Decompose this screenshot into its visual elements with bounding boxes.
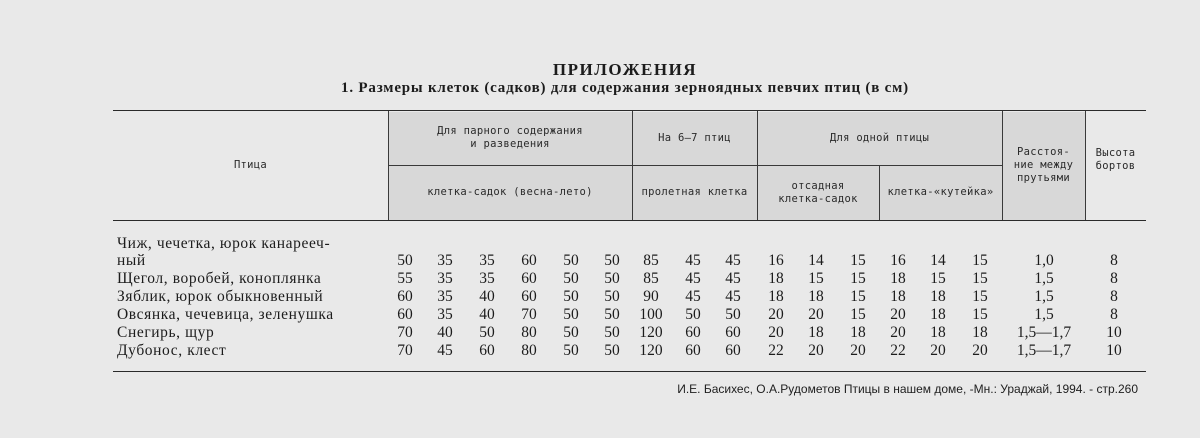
table-cell: 50 [563, 342, 579, 359]
table-cell: 50 [479, 324, 495, 341]
table-cell: 1,5 [1034, 270, 1054, 287]
table-cell: 20 [768, 306, 784, 323]
table-cell: 50 [725, 306, 741, 323]
table-cell: 50 [604, 288, 620, 305]
table-cell: 70 [397, 342, 413, 359]
table-cell: 18 [890, 270, 906, 287]
table-cell: 50 [563, 288, 579, 305]
table-cell: 50 [604, 324, 620, 341]
bird-name: Дубонос, клест [117, 342, 227, 359]
table-cell: 45 [725, 270, 741, 287]
table-cell: 85 [643, 270, 659, 287]
table-cell: 18 [768, 288, 784, 305]
table-cell: 50 [563, 324, 579, 341]
table-cell: 1,5—1,7 [1016, 324, 1072, 341]
table-cell: 18 [768, 270, 784, 287]
table-cell: 18 [808, 288, 824, 305]
table-cell: 80 [521, 342, 537, 359]
header-pair-keeping: Для парного содержания и разведения [437, 125, 583, 150]
header-bottom-rule [113, 220, 1146, 221]
bird-name: Зяблик, юрок обыкновенный [117, 288, 324, 305]
table-cell: 45 [685, 288, 701, 305]
table-cell: 60 [521, 288, 537, 305]
table-cell: 8 [1110, 252, 1118, 269]
table-cell: 10 [1106, 342, 1122, 359]
bird-name: ный [117, 252, 146, 269]
table-cell: 8 [1110, 288, 1118, 305]
header-side-height: Высота бортов [1095, 147, 1136, 172]
table-cell: 15 [972, 270, 988, 287]
table-cell: 45 [437, 342, 453, 359]
table-cell: 55 [397, 270, 413, 287]
table-cell: 20 [972, 342, 988, 359]
bird-name: Снегирь, щур [117, 324, 215, 341]
table-cell: 20 [808, 306, 824, 323]
table-cell: 70 [521, 306, 537, 323]
table-cell: 15 [972, 306, 988, 323]
page-title: ПРИЛОЖЕНИЯ [552, 60, 698, 79]
table-cell: 1,0 [1034, 252, 1054, 269]
table-cell: 15 [850, 270, 866, 287]
bird-name: Щегол, воробей, коноплянка [117, 270, 322, 287]
table-cell: 60 [479, 342, 495, 359]
table-cell: 50 [563, 306, 579, 323]
table-cell: 35 [437, 306, 453, 323]
table-cell: 45 [685, 270, 701, 287]
table-cell: 20 [930, 342, 946, 359]
table-cell: 60 [521, 252, 537, 269]
table-cell: 18 [930, 306, 946, 323]
table-cell: 100 [639, 306, 663, 323]
table-cell: 60 [397, 306, 413, 323]
header-group-cage: пролетная клетка [641, 186, 748, 198]
table-cell: 50 [563, 252, 579, 269]
table-cell: 20 [768, 324, 784, 341]
table-cell: 20 [808, 342, 824, 359]
header-bar-spacing: Расстоя- ние между прутьями [1013, 146, 1074, 184]
table-cell: 45 [725, 252, 741, 269]
table-cell: 45 [725, 288, 741, 305]
table-cell: 50 [604, 270, 620, 287]
bird-name: Овсянка, чечевица, зеленушка [117, 306, 334, 323]
header-single-cage2: клетка-«кутейка» [887, 186, 994, 198]
table-cell: 14 [930, 252, 946, 269]
header-bird: Птица [233, 159, 268, 171]
table-bottom-rule [113, 371, 1146, 372]
table-cell: 1,5—1,7 [1016, 342, 1072, 359]
table-cell: 18 [890, 288, 906, 305]
table-cell: 15 [850, 306, 866, 323]
table-cell: 60 [725, 324, 741, 341]
table-cell: 60 [521, 270, 537, 287]
table-cell: 8 [1110, 270, 1118, 287]
table-cell: 15 [930, 270, 946, 287]
table-cell: 50 [685, 306, 701, 323]
table-cell: 60 [685, 324, 701, 341]
table-cell: 20 [850, 342, 866, 359]
header-pair-cage: клетка-садок (весна-лето) [427, 186, 593, 198]
table-cell: 40 [479, 288, 495, 305]
table-cell: 18 [850, 324, 866, 341]
table-caption: 1. Размеры клеток (садков) для содержания зерноядных певчих птиц (в см) [341, 80, 909, 96]
table-cell: 18 [972, 324, 988, 341]
table-cell: 20 [890, 324, 906, 341]
table-cell: 85 [643, 252, 659, 269]
table-cell: 1,5 [1034, 306, 1054, 323]
table-cell: 50 [604, 306, 620, 323]
table-cell: 70 [397, 324, 413, 341]
table-cell: 80 [521, 324, 537, 341]
table-cell: 60 [725, 342, 741, 359]
table-cell: 16 [890, 252, 906, 269]
table-cell: 35 [479, 270, 495, 287]
table-cell: 15 [850, 252, 866, 269]
table-cell: 14 [808, 252, 824, 269]
table-cell: 45 [685, 252, 701, 269]
table-cell: 8 [1110, 306, 1118, 323]
table-cell: 35 [437, 288, 453, 305]
table-cell: 15 [972, 252, 988, 269]
table-cell: 22 [768, 342, 784, 359]
header-single-cage1: отсадная клетка-садок [778, 179, 858, 205]
table-cell: 10 [1106, 324, 1122, 341]
table-cell: 50 [563, 270, 579, 287]
table-cell: 20 [890, 306, 906, 323]
table-cell: 18 [930, 288, 946, 305]
table-cell: 15 [972, 288, 988, 305]
source-citation: И.Е. Басихес, О.А.Рудометов Птицы в нашем доме, -Мн.: Ураджай, 1994. - стр.260 [677, 382, 1138, 396]
header-group: На 6—7 птиц [658, 131, 731, 144]
table-cell: 35 [437, 270, 453, 287]
table-cell: 18 [930, 324, 946, 341]
table-cell: 60 [397, 288, 413, 305]
table-cell: 40 [479, 306, 495, 323]
table-cell: 1,5 [1034, 288, 1054, 305]
table-cell: 50 [604, 252, 620, 269]
table-cell: 22 [890, 342, 906, 359]
table-cell: 90 [643, 288, 659, 305]
table-cell: 18 [808, 324, 824, 341]
table-cell: 35 [479, 252, 495, 269]
table-cell: 16 [768, 252, 784, 269]
header-single: Для одной птицы [829, 131, 930, 144]
bird-name-line1: Чиж, чечетка, юрок канарееч- [117, 235, 331, 252]
table-cell: 120 [639, 324, 663, 341]
table-cell: 35 [437, 252, 453, 269]
table-cell: 120 [639, 342, 663, 359]
table-cell: 60 [685, 342, 701, 359]
table-cell: 40 [437, 324, 453, 341]
table-cell: 50 [397, 252, 413, 269]
table-cell: 50 [604, 342, 620, 359]
table-cell: 15 [808, 270, 824, 287]
table-cell: 15 [850, 288, 866, 305]
